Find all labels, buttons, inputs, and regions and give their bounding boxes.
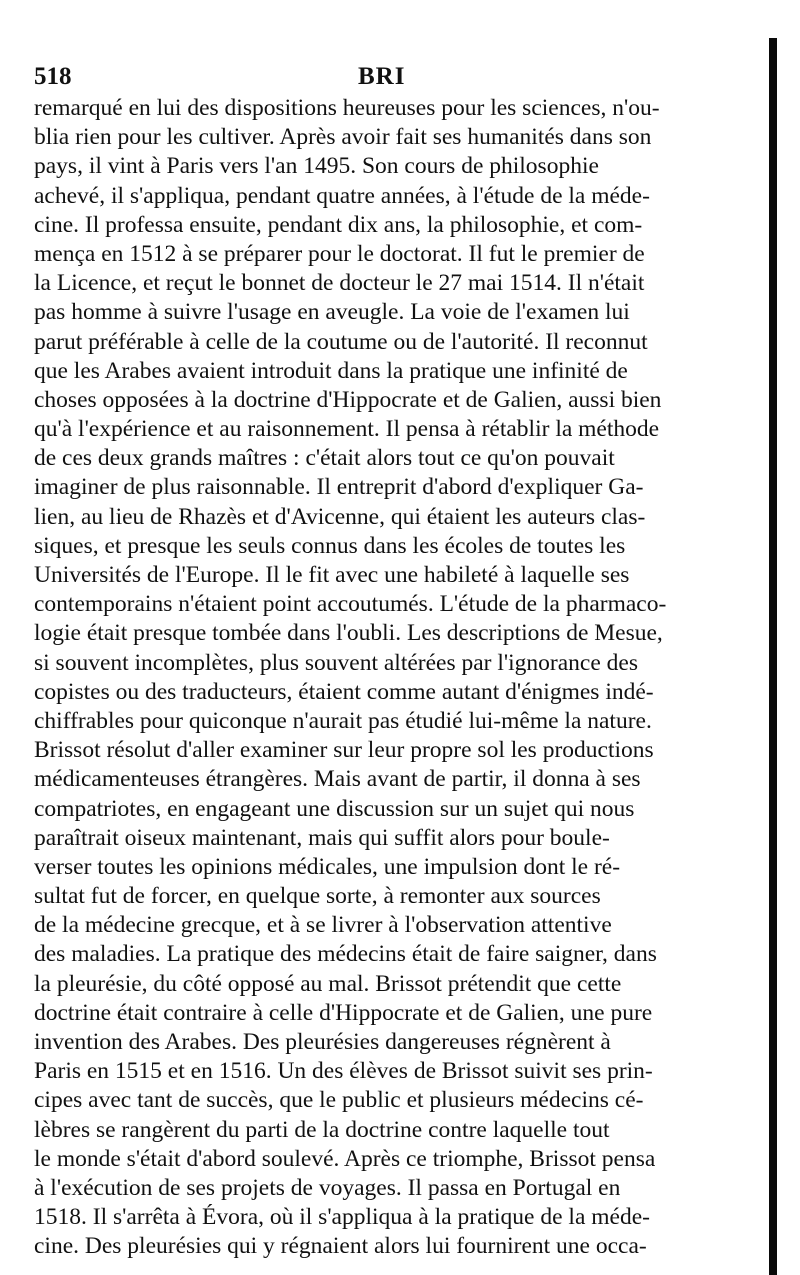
text-line: si souvent incomplètes, plus souvent altérées par l'ignorance des <box>34 649 638 676</box>
text-line: blia rien pour les cultiver. Après avoir fait ses humanités dans son <box>34 124 652 151</box>
text-line: Brissot résolut d'aller examiner sur leur propre sol les productions <box>34 737 654 764</box>
text-line: verser toutes les opinions médicales, une impulsion dont le ré- <box>34 853 621 880</box>
page-header <box>34 62 734 92</box>
text-line: logie était presque tombée dans l'oubli. Les descriptions de Mesue, <box>34 620 663 647</box>
text-line: choses opposées à la doctrine d'Hippocrate et de Galien, aussi bien <box>34 386 662 413</box>
text-line: copistes ou des traducteurs, étaient comme autant d'énigmes indé- <box>34 678 654 705</box>
text-line: sultat fut de forcer, en quelque sorte, à remonter aux sources <box>34 883 601 910</box>
text-line: médicamenteuses étrangères. Mais avant de partir, il donna à ses <box>34 766 641 793</box>
text-line: chiffrables pour quiconque n'aurait pas étudié lui-même la nature. <box>34 707 652 734</box>
text-line: imaginer de plus raisonnable. Il entreprit d'abord d'expliquer Ga- <box>34 474 644 501</box>
text-line: cipes avec tant de succès, que le public et plusieurs médecins cé- <box>34 1087 644 1114</box>
text-line: à l'exécution de ses projets de voyages. Il passa en Portugal en <box>34 1174 621 1201</box>
text-line: lien, au lieu de Rhazès et d'Avicenne, qui étaient les auteurs clas- <box>34 503 646 530</box>
text-line: contemporains n'étaient point accoutumés. L'étude de la pharmaco- <box>34 591 667 618</box>
text-line: de la médecine grecque, et à se livrer à l'observation attentive <box>34 912 612 939</box>
text-line: siques, et presque les seuls connus dans les écoles de toutes les <box>34 532 626 559</box>
text-line: la pleurésie, du côté opposé au mal. Brissot prétendit que cette <box>34 970 622 997</box>
running-head: BRI <box>358 63 406 90</box>
text-line: le monde s'était d'abord soulevé. Après ce triomphe, Brissot pensa <box>34 1145 656 1172</box>
text-line: des maladies. La pratique des médecins était de faire saigner, dans <box>34 941 657 968</box>
text-line: compatriotes, en engageant une discussion sur un sujet qui nous <box>34 795 635 822</box>
text-line: mença en 1512 à se préparer pour le doctorat. Il fut le premier de <box>34 240 645 267</box>
text-line: achevé, il s'appliqua, pendant quatre années, à l'étude de la méde- <box>34 182 650 209</box>
scan-edge-rule <box>769 38 777 1275</box>
text-line: la Licence, et reçut le bonnet de docteur le 27 mai 1514. Il n'était <box>34 270 645 297</box>
text-line: pays, il vint à Paris vers l'an 1495. Son cours de philosophie <box>34 153 599 180</box>
text-line: paraîtrait oiseux maintenant, mais qui suffit alors pour boule- <box>34 824 610 851</box>
text-line: Paris en 1515 et en 1516. Un des élèves de Brissot suivit ses prin- <box>34 1058 653 1085</box>
text-line: lèbres se rangèrent du parti de la doctrine contre laquelle tout <box>34 1116 610 1143</box>
text-line: invention des Arabes. Des pleurésies dangereuses régnèrent à <box>34 1029 611 1055</box>
text-line: cine. Des pleurésies qui y régnaient alors lui fournirent une occa- <box>34 1233 647 1260</box>
text-line: que les Arabes avaient introduit dans la pratique une infinité de <box>34 357 628 384</box>
text-line: cine. Il professa ensuite, pendant dix ans, la philosophie, et com- <box>34 211 643 238</box>
text-line: qu'à l'expérience et au raisonnement. Il pensa à rétablir la méthode <box>34 416 660 443</box>
text-line: parut préférable à celle de la coutume ou de l'autorité. Il reconnut <box>34 328 648 355</box>
text-line: de ces deux grands maîtres : c'était alors tout ce qu'on pouvait <box>34 445 615 472</box>
text-line: 1518. Il s'arrêta à Évora, où il s'appliqua à la pratique de la méde- <box>34 1204 650 1231</box>
page-number: 518 <box>34 63 72 90</box>
text-line: pas homme à suivre l'usage en aveugle. La voie de l'examen lui <box>34 299 630 326</box>
text-line: Universités de l'Europe. Il le fit avec une habileté à laquelle ses <box>34 562 630 588</box>
text-line: doctrine était contraire à celle d'Hippocrate et de Galien, une pure <box>34 999 653 1026</box>
body-text <box>34 94 756 1262</box>
text-line: remarqué en lui des dispositions heureuses pour les sciences, n'ou- <box>34 95 660 121</box>
